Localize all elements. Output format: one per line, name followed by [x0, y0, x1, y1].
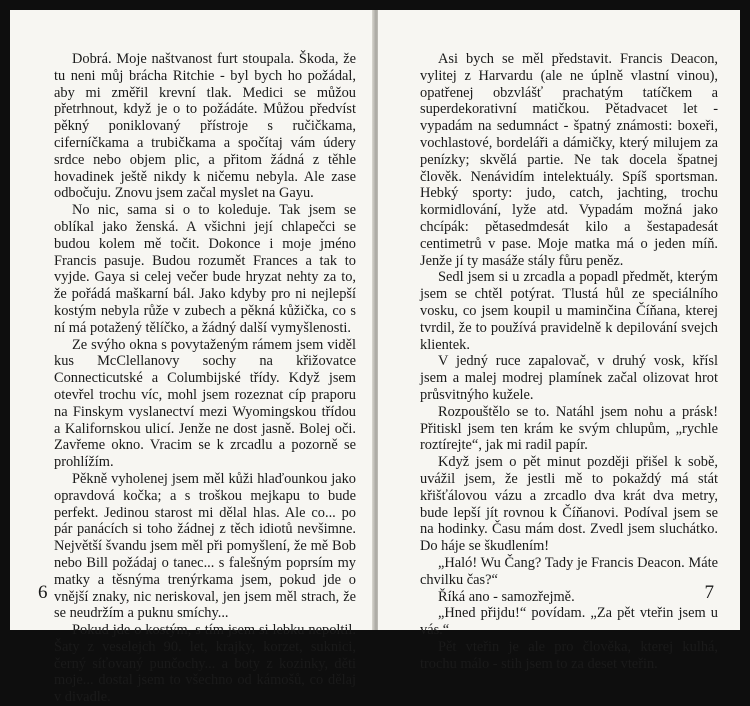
- paragraph: Když jsem o pět minut později přišel k sobě, uvážil jsem, že jestli mě to pokaždý má stát křišťálovou vázu a zrcadlo dva krát dva metry, bude lepší jít rovnou k Číňanovi. Podíval jsem se na hodinky. Času mám dost. Zvedl jsem sluchátko. Do háje se škudlením!: [420, 454, 718, 555]
- paragraph: Ze svýho okna s povytaženým rámem jsem viděl kus McClellanovy sochy na křižovatce Connecticutské a Columbijské třídy. Když jsem otevřel trochu víc, mohl jsem rozeznat cíp praporu na Finskym vyslanectví mezi Wyomingskou třídou a Kalifornskou ulicí. Jenže ne dost jasně. Bolej oči. Zavřeme okno. Vracim se k zrcadlu a pozorně se prohlížím.: [54, 336, 356, 471]
- page-number-left: 6: [38, 582, 48, 603]
- paragraph: „Hned přijdu!“ povídam. „Za pět vteřin jsem u vás.“: [420, 605, 718, 639]
- page-number-right: 7: [704, 582, 714, 603]
- paragraph: „Haló! Wu Čang? Tady je Francis Deacon. Máte chvilku čas?“: [420, 554, 718, 588]
- book-spread: [10, 10, 740, 706]
- right-page-text: [420, 51, 718, 672]
- paragraph: Říká ano - samozřejmě.: [438, 588, 575, 605]
- paragraph: V jedný ruce zapalovač, v druhý vosk, křísl jsem a malej modrej plamínek začal olizovat hrot průsvitnýho kužele.: [420, 353, 718, 403]
- paragraph: No nic, sama si o to koleduje. Tak jsem se oblíkal jako ženská. A všichni její chlapečci se budou kolem mě točit. Dokonce i moje jméno Francis pasuje. Budou rozumět Frances a tak to vyjde. Gaya si celej večer bude hryzat nehty za to, že pořádá maškarní bál. Jako kdyby pro ni nejlepší kostým nebyla růže v zubech a pěkná kůžička, co s ní má potažený tělíčko, a žádný další vymyšlenosti.: [54, 202, 356, 336]
- paragraph: Rozpouštělo se to. Natáhl jsem nohu a prásk! Přitiskl jsem ten krám ke svým chlupům, „rychle roztírejte“, jak mi radil papír.: [420, 403, 718, 454]
- paragraph: Sedl jsem si u zrcadla a popadl předmět, kterým jsem se chtěl potýrat. Tlustá hůl ze speciálního vosku, co jsem koupil u maminčina Číňana, kterej tvrdil, že to používá pravidelně k depilování svejch klientek.: [420, 269, 718, 353]
- paragraph: Pět vteřin je ale pro člověka, kterej kulhá, trochu málo - stih jsem to za deset vteřin.: [420, 638, 718, 672]
- left-page-text: [54, 51, 356, 706]
- left-page: [10, 10, 374, 706]
- right-page: [378, 10, 740, 672]
- paragraph: Dobrá. Moje naštvanost furt stoupala. Škoda, že tu neni můj brácha Ritchie - byl bych ho požádal, aby mi změřil krevní tlak. Medici se můžou přetrhnout, když je o to požádáte. Můžou předvíst pěkný poniklovaný přístroje s ručičkama, ciferníčkama a trubičkama a spočítaj vám údery srdce nebo objem plic, a přitom žádná z těhle hovadinek ještě nikdy k ničemu nebyla. Ale zase odbočuju. Znovu jsem začal myslet na Gayu.: [54, 51, 356, 202]
- paragraph: Pokud jde o kostým, s tím jsem si lebku nepoltil. Šaty z veselejch 90. let, krajky, korzet, suknici, černý síťovaný punčochy... a boty z kozinky, děti moje... dostal jsem to všechno od kámošů, co dělaj v divadle.: [54, 622, 356, 706]
- paragraph: Pěkně vyholenej jsem měl kůži hlaďounkou jako opravdová kočka; a s troškou mejkapu to bude perfekt. Jedinou starost mi dělal hlas. Ale co... po pár panácích si toho žádnej z těch idiotů nevšimne. Největší švandu jsem měl při pomyšlení, že mě Bob nebo Bill požádaj o tanec... s falešným poprsím my matky a těsnýma trenýrkama jsem, pokud jde o vnější znaky, nic neriskoval, jen jsem měl strach, že se neudržím a puknu smíchy...: [54, 470, 356, 622]
- paragraph: Asi bych se měl představit. Francis Deacon, vylitej z Harvardu (ale ne úplně vlastní vinou), opatřenej obzvlášť prachatým tatíčkem a superdekorativní matičkou. Pětadvacet let - vypadám na sedumnáct - špatný známosti: boxeři, vochlastové, bordeláři a dámičky, který milujem za penízky; skvělá partie. Ne tak docela špatnej člověk. Nenávidím intelektuály. Spíš sportsman. Hebký sporty: judo, catch, jachting, trochu kormidlování, lyže atd. Vypadám možná jako chcípák: pětasedmdesát kilo a šestapadesát centimetrů v pase. Moje matka má o jeden míň. Jenže jí ty masáže stály fůru peněz.: [420, 51, 718, 269]
